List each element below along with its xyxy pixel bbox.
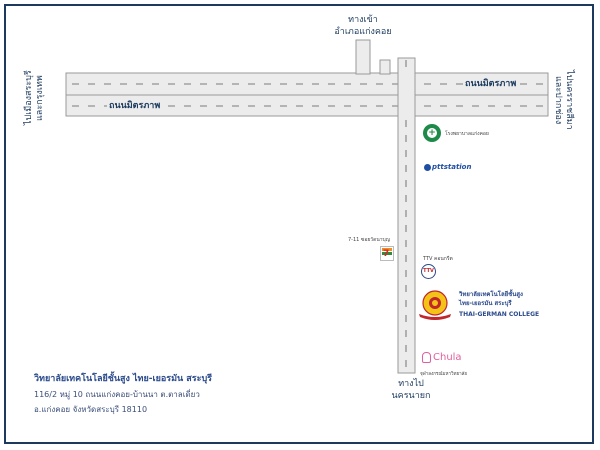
chula-sub-label: จุฬาลงกรณ์มหาวิทยาลัย (420, 372, 468, 377)
top-connector-road (356, 40, 370, 74)
ptt-label: pttstation (432, 163, 472, 171)
seven-eleven-icon: 7 (380, 246, 394, 261)
college-name-en: THAI-GERMAN COLLEGE (459, 311, 540, 318)
college-name-th-1: วิทยาลัยเทคโนโลยีชั้นสูง (459, 291, 523, 298)
direction-left: ไปเมืองสระบุรี และกรุงเทพ (24, 70, 45, 126)
chula-icon (422, 352, 431, 363)
college-name (459, 290, 539, 319)
ptt-icon (424, 164, 431, 171)
main-road-label-left: ถนนมิตรภาพ (109, 101, 161, 111)
direction-top: ทางเข้า อำเภอแก่งคอย (334, 15, 392, 37)
ttv-icon: TTV (421, 264, 436, 279)
direction-bottom: ทางไป นครนายก (391, 379, 431, 401)
hospital-label: โรงพยาบาลแก่งคอย (445, 131, 489, 137)
college-emblem-icon (417, 290, 453, 320)
main-road-label-right: ถนนมิตรภาพ (465, 79, 517, 89)
address-line-2: อ.แก่งคอย จังหวัดสระบุรี 18110 (34, 405, 148, 414)
address-line-1: 116/2 หมู่ 10 ถนนแก่งคอย-บ้านนา ต.ตาลเดี่ยว (34, 390, 200, 399)
address-block (34, 373, 212, 416)
chula-label: Chula (433, 352, 462, 363)
ttv-label: TTV คอนกรีต (423, 256, 453, 262)
seven-eleven-label: 7-11 ซอยวัดนาบุญ (348, 237, 390, 243)
direction-right: ไปนครราชสีมา และปากช่อง (553, 70, 574, 130)
college-name-th-2: ไทย-เยอรมัน สระบุรี (459, 300, 512, 307)
top-connector-small (380, 60, 390, 74)
hospital-icon: + (423, 124, 441, 142)
address-title: วิทยาลัยเทคโนโลยีชั้นสูง ไทย-เยอรมัน สระบุรี (34, 374, 213, 384)
